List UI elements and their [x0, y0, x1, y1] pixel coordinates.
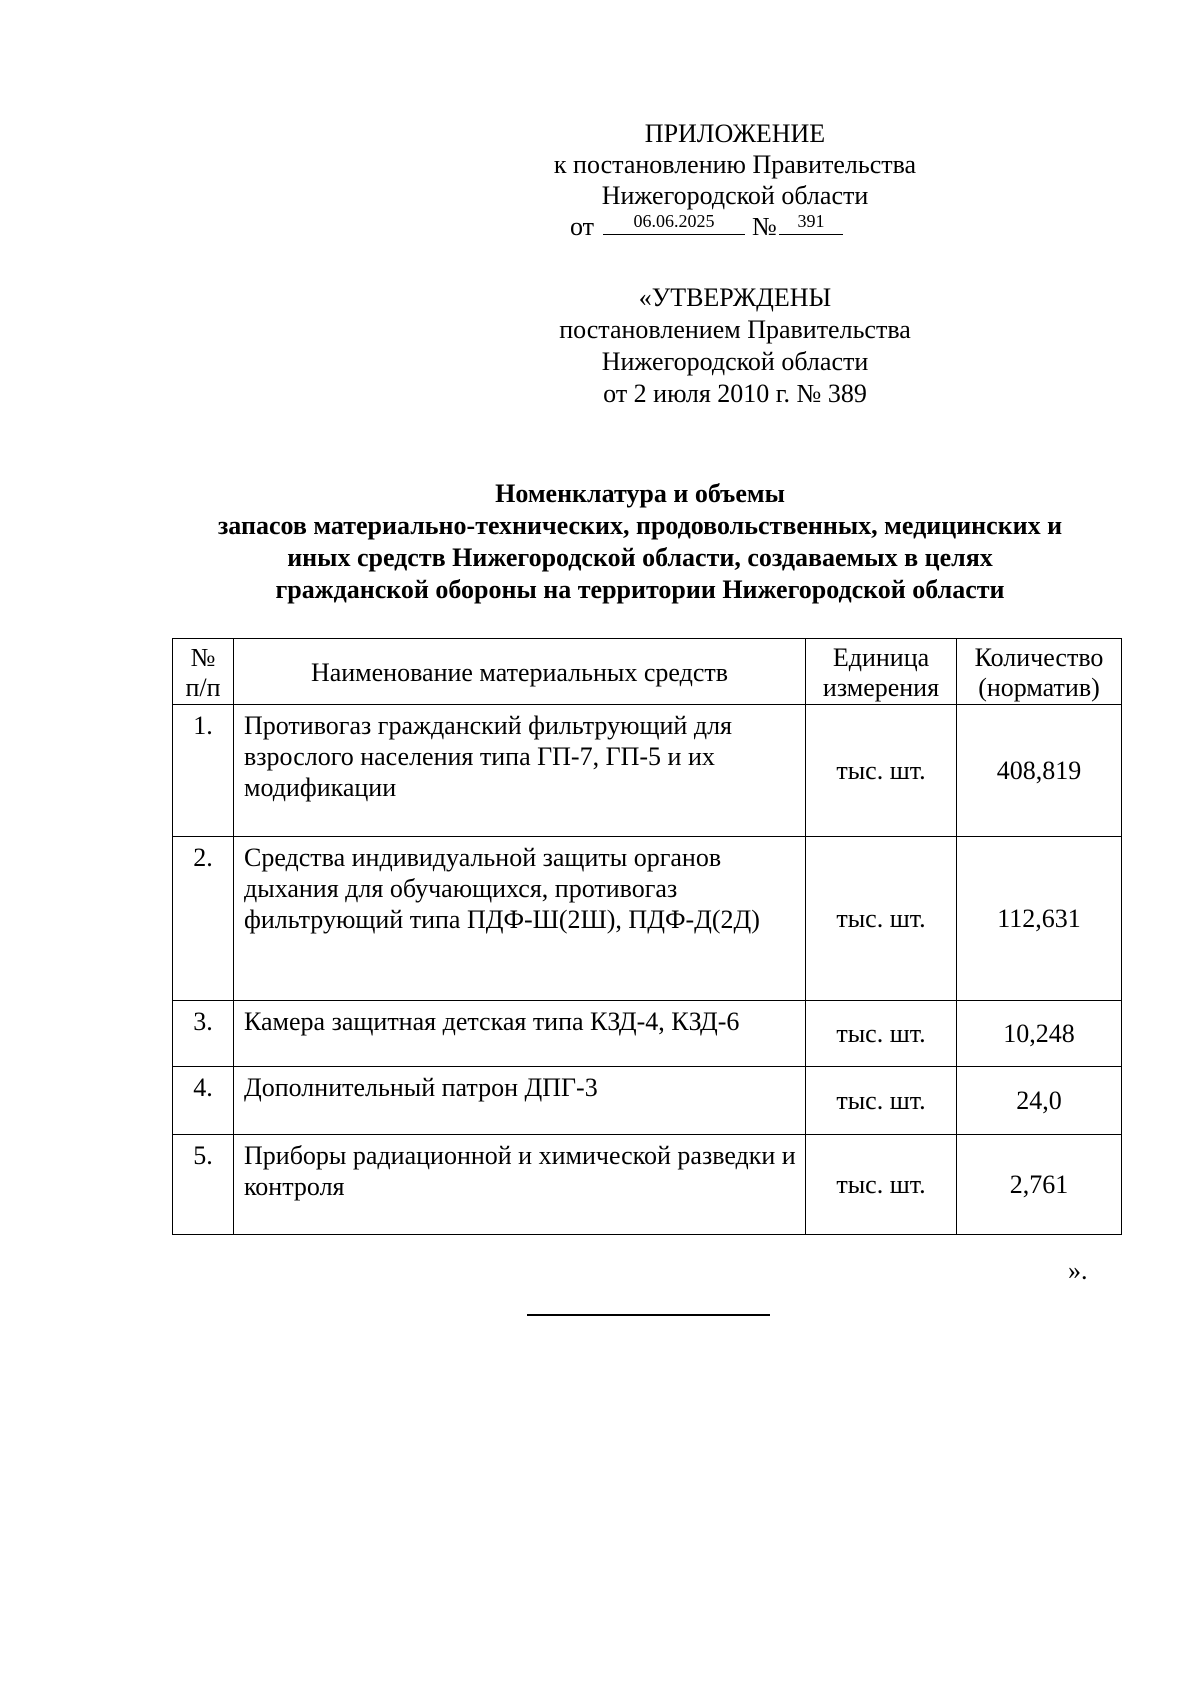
row-unit: тыс. шт.: [806, 1067, 957, 1135]
approved-line-1: постановлением Правительства: [559, 315, 911, 344]
title-line-3: иных средств Нижегородской области, создаваемых в целях: [287, 543, 993, 572]
approved-block: [545, 282, 925, 410]
title-line-1: Номенклатура и объемы: [495, 479, 785, 508]
document-number: 391: [779, 210, 843, 235]
title-line-4: гражданской обороны на территории Нижегородской области: [275, 575, 1005, 604]
row-unit: тыс. шт.: [806, 705, 957, 837]
header-num: [173, 639, 234, 705]
table-header-row: [173, 639, 1122, 705]
number-prefix: №: [752, 212, 777, 241]
materials-table: [172, 638, 1122, 1235]
row-name: Дополнительный патрон ДПГ-3: [234, 1067, 806, 1135]
row-unit: тыс. шт.: [806, 1001, 957, 1067]
row-unit: тыс. шт.: [806, 837, 957, 1001]
header-num-line-2: п/п: [185, 672, 221, 702]
row-quantity: 10,248: [957, 1001, 1122, 1067]
document-date: 06.06.2025: [603, 210, 745, 235]
row-quantity: 24,0: [957, 1067, 1122, 1135]
approved-line-2: Нижегородской области: [601, 347, 869, 376]
table-row: [173, 1135, 1122, 1235]
row-quantity: 2,761: [957, 1135, 1122, 1235]
row-name: Приборы радиационной и химической разведки и контроля: [234, 1135, 806, 1235]
appendix-heading: ПРИЛОЖЕНИЕ: [644, 119, 826, 148]
row-unit: тыс. шт.: [806, 1135, 957, 1235]
closing-quote: ».: [1068, 1256, 1088, 1285]
table-row: [173, 837, 1122, 1001]
header-name: Наименование материальных средств: [234, 639, 806, 705]
date-number-line: [545, 211, 925, 242]
row-quantity: 408,819: [957, 705, 1122, 837]
date-prefix: от: [570, 212, 595, 241]
row-number: 5.: [173, 1135, 234, 1235]
end-separator-line: [527, 1314, 770, 1316]
row-number: 3.: [173, 1001, 234, 1067]
row-quantity: 112,631: [957, 837, 1122, 1001]
header-qty-line-2: (норматив): [978, 672, 1100, 702]
row-number: 1.: [173, 705, 234, 837]
table-row: [173, 1067, 1122, 1135]
appendix-line-2: Нижегородской области: [601, 181, 869, 210]
header-unit-line-2: измерения: [822, 672, 940, 702]
header-num-line-1: №: [190, 642, 216, 672]
header-qty: [957, 639, 1122, 705]
appendix-line-1: к постановлению Правительства: [553, 150, 917, 179]
table-row: [173, 705, 1122, 837]
row-number: 4.: [173, 1067, 234, 1135]
row-name: Камера защитная детская типа КЗД-4, КЗД-6: [234, 1001, 806, 1067]
row-name: Противогаз гражданский фильтрующий для взрослого населения типа ГП-7, ГП-5 и их модификации: [234, 705, 806, 837]
approved-line-3: от 2 июля 2010 г. № 389: [603, 379, 867, 408]
row-number: 2.: [173, 837, 234, 1001]
row-name: Средства индивидуальной защиты органов дыхания для обучающихся, противогаз фильтрующий типа ПДФ-Ш(2Ш), ПДФ-Д(2Д): [234, 837, 806, 1001]
table-row: [173, 1001, 1122, 1067]
title-line-2: запасов материально-технических, продовольственных, медицинских и: [217, 511, 1063, 540]
header-unit-line-1: Единица: [832, 642, 930, 672]
document-title: [160, 478, 1120, 606]
header-qty-line-1: Количество: [974, 642, 1104, 672]
header-unit: [806, 639, 957, 705]
appendix-block: [545, 118, 925, 242]
approved-heading: «УТВЕРЖДЕНЫ: [638, 283, 832, 312]
